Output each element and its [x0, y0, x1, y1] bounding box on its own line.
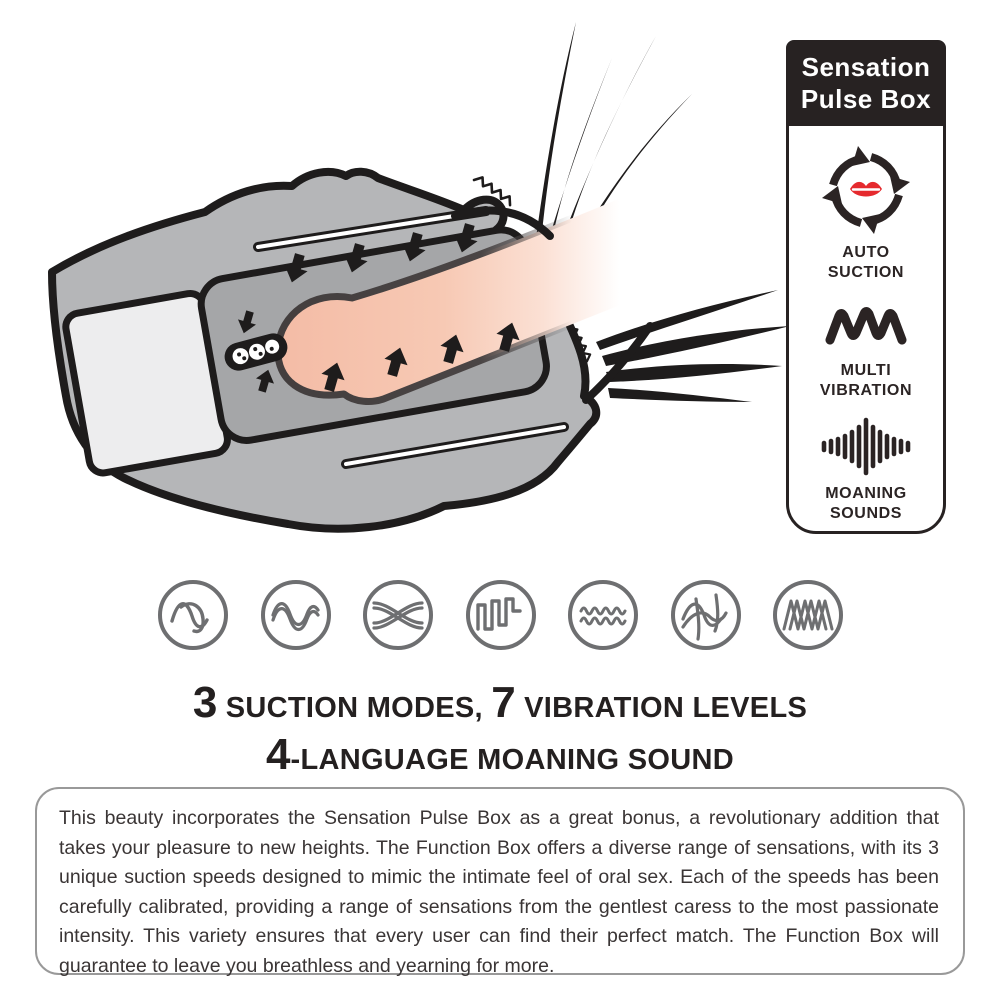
- panel-title-line1: Sensation: [801, 52, 931, 82]
- feature-auto-suction: [820, 144, 912, 283]
- suction-modes-count: 3: [192, 678, 218, 727]
- headline-line2: 4-LANGUAGE MOANING SOUND: [266, 730, 734, 779]
- panel-title-line2: Pulse Box: [800, 84, 932, 114]
- panel-title: [788, 42, 944, 126]
- auto-suction-icon: [820, 144, 912, 236]
- mode-icon-overlapping-waves: [669, 578, 743, 652]
- language-count: 4: [266, 730, 291, 779]
- description-text: This beauty incorporates the Sensation Pulse Box as a great bonus, a revolutionary addition that takes your pleasure to new heights. The Function Box offers a diverse range of sensations, with its 3 unique suction speeds designed to mimic the intimate feel of oral sex. Each of the speeds has been carefully calibrated, providing a range of sensations from the gentlest caress to the most passionate intensity. This variety ensures that every user can find their perfect match. The Function Box will guarantee to leave you breathless and yearning for more.: [59, 807, 939, 977]
- feature-moaning-sounds: [816, 415, 916, 524]
- moaning-sounds-icon: [816, 415, 916, 477]
- mode-icon-crossing-waves: [361, 578, 435, 652]
- multi-vibration-icon: [820, 298, 912, 354]
- lips-icon: [850, 182, 882, 197]
- feature-label: AUTO SUCTION: [827, 244, 905, 282]
- mode-icon-single-wave: [156, 578, 230, 652]
- sensation-pulse-box-panel: [786, 40, 946, 534]
- mode-icon-ripple-waves: [566, 578, 640, 652]
- mode-icon-double-wave: [259, 578, 333, 652]
- description-box: [35, 787, 965, 975]
- feature-label: MULTI VIBRATION: [819, 361, 913, 399]
- vibration-levels-count: 7: [491, 678, 516, 727]
- feature-multi-vibration: [820, 298, 912, 401]
- feature-label: MOANING SOUNDS: [825, 484, 907, 522]
- vibration-mode-icons: [156, 578, 845, 652]
- mode-icon-zigzag-waves: [771, 578, 845, 652]
- panel-body: [789, 126, 943, 538]
- headline: [0, 678, 1000, 786]
- headline-line1: 3 SUCTION MODES, 7 VIBRATION LEVELS: [192, 678, 808, 727]
- device-illustration: [0, 0, 790, 570]
- mode-icon-pulse-wave: [464, 578, 538, 652]
